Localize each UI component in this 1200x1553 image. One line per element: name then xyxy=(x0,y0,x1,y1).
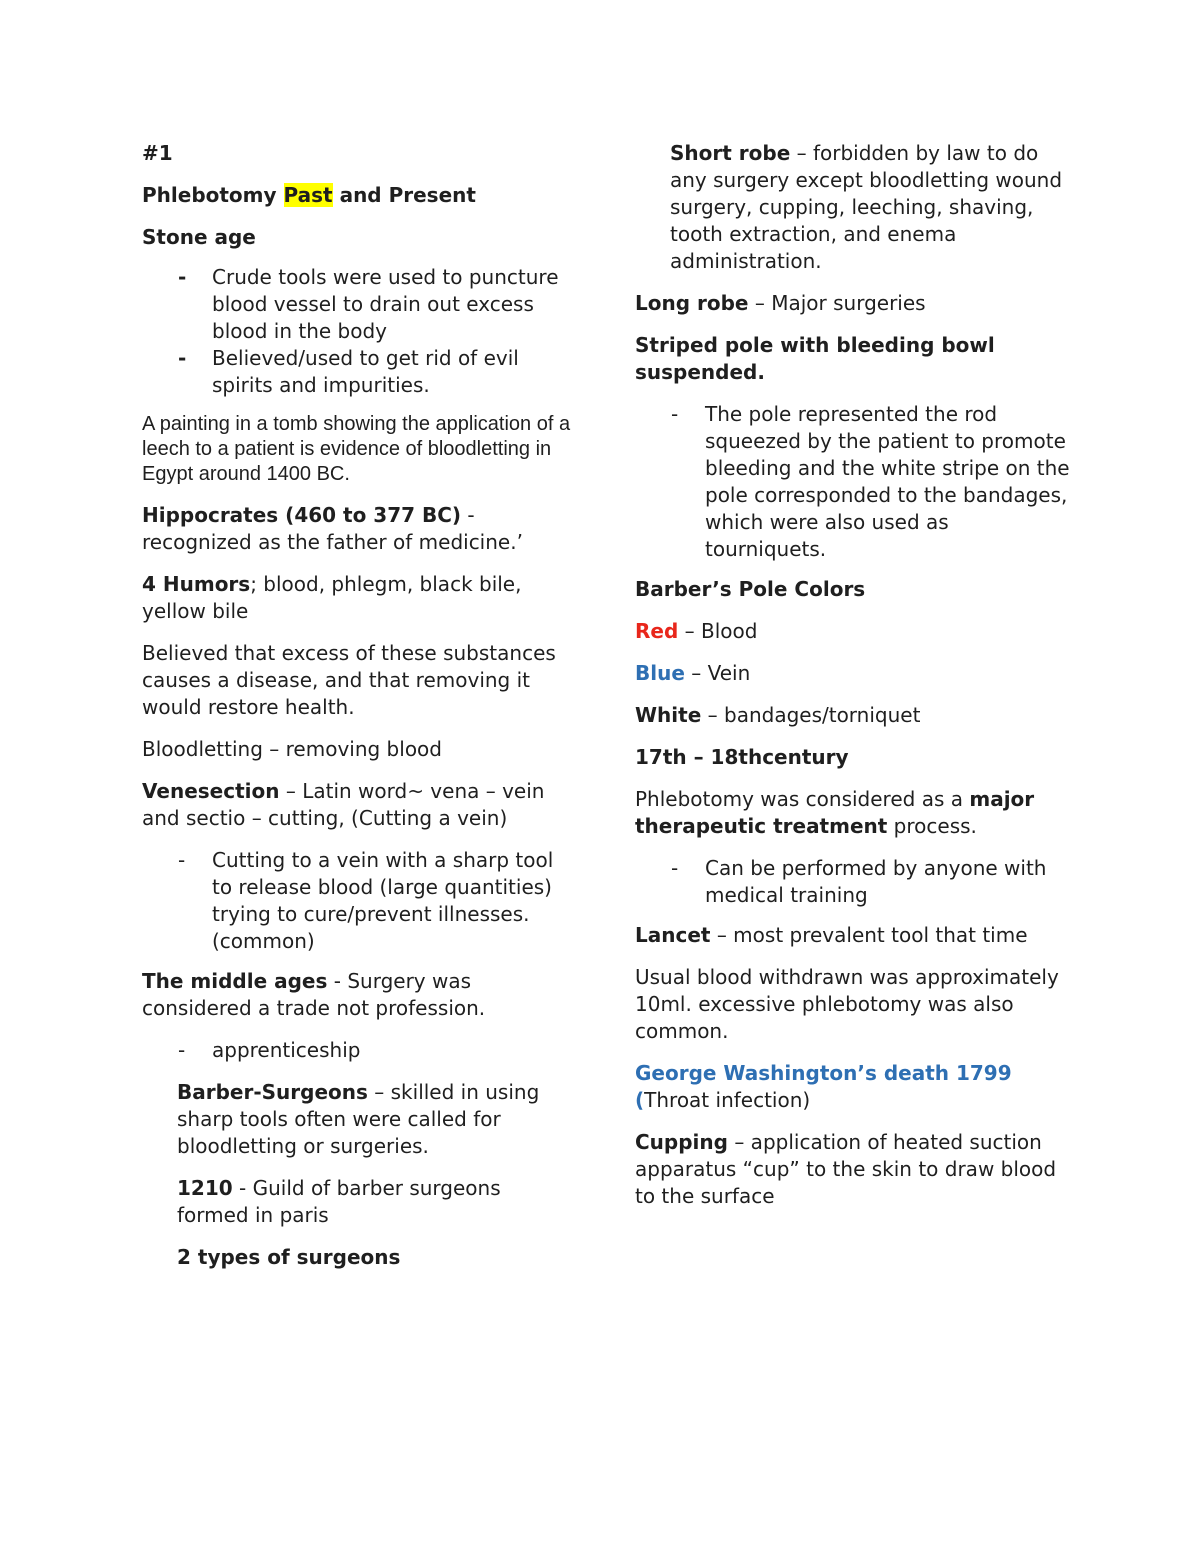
long-robe-paragraph: Long robe – Major surgeries xyxy=(635,291,926,315)
barber-surgeons-paragraph: Barber-Surgeons – skilled in using sharp tools often were called for bloodletting or surgeries. xyxy=(177,1080,540,1158)
bloodletting-paragraph: Bloodletting – removing blood xyxy=(142,737,442,761)
stone-age-list xyxy=(142,264,572,399)
phlebotomy-paragraph: Phlebotomy was considered as a major therapeutic treatment process. xyxy=(635,787,1035,838)
believed-paragraph: Believed that excess of these substances causes a disease, and that removing it would restore health. xyxy=(142,641,556,719)
left-column xyxy=(142,140,572,1286)
pole-list xyxy=(635,401,1075,563)
list-item: - The pole represented the rod squeezed by the patient to promote bleeding and the white stripe on the pole corresponded to the bandages, which were also used as tourniquets. xyxy=(671,402,1070,561)
list-item: - Can be performed by anyone with medical training xyxy=(671,856,1047,907)
list-item: - Cutting to a vein with a sharp tool to release blood (large quantities) trying to cure/prevent illnesses. (common) xyxy=(178,848,554,953)
middle-ages-paragraph: The middle ages - Surgery was considered a trade not profession. xyxy=(142,969,486,1020)
list-item: - apprenticeship xyxy=(178,1038,361,1062)
humors-paragraph: 4 Humors; blood, phlegm, black bile, yellow bile xyxy=(142,572,522,623)
century-heading: 17th – 18thcentury xyxy=(635,745,849,769)
right-column xyxy=(635,140,1075,1225)
page-number: #1 xyxy=(142,141,173,165)
striped-pole-heading: Striped pole with bleeding bowl suspended. xyxy=(635,333,995,384)
hippocrates-paragraph: Hippocrates (460 to 377 BC) - recognized as the father of medicine.’ xyxy=(142,503,523,554)
blue-color-line: Blue – Vein xyxy=(635,661,751,685)
anyone-list xyxy=(635,855,1075,909)
barbers-pole-heading: Barber’s Pole Colors xyxy=(635,577,866,601)
page-title: Phlebotomy Past and Present xyxy=(142,183,476,207)
cupping-paragraph: Cupping – application of heated suction apparatus “cup” to the skin to draw blood to the surface xyxy=(635,1130,1057,1208)
venesection-paragraph: Venesection – Latin word~ vena – vein and sectio – cutting, (Cutting a vein) xyxy=(142,779,545,830)
painting-paragraph: A painting in a tomb showing the application of a leech to a patient is evidence of bloodletting in Egypt around 1400 BC. xyxy=(142,413,571,485)
list-item: - Crude tools were used to puncture blood vessel to drain out excess blood in the body xyxy=(178,265,559,343)
highlight-past: Past xyxy=(283,183,333,207)
list-item: - Believed/used to get rid of evil spirits and impurities. xyxy=(178,346,519,397)
heading-stone-age: Stone age xyxy=(142,225,256,249)
george-washington-paragraph: George Washington’s death 1799 (Throat infection) xyxy=(635,1061,1012,1112)
white-color-line: White – bandages/torniquet xyxy=(635,703,921,727)
venesection-list xyxy=(142,847,572,955)
lancet-paragraph: Lancet – most prevalent tool that time xyxy=(635,923,1028,947)
two-types-heading: 2 types of surgeons xyxy=(177,1245,401,1269)
middle-ages-list xyxy=(142,1037,572,1064)
red-color-line: Red – Blood xyxy=(635,619,758,643)
guild-paragraph: 1210 - Guild of barber surgeons formed in paris xyxy=(177,1176,501,1227)
usual-paragraph: Usual blood withdrawn was approximately 10ml. excessive phlebotomy was also common. xyxy=(635,965,1059,1043)
short-robe-paragraph: Short robe – forbidden by law to do any surgery except bloodletting wound surgery, cupping, leeching, shaving, tooth extraction, and enema administration. xyxy=(670,141,1063,273)
